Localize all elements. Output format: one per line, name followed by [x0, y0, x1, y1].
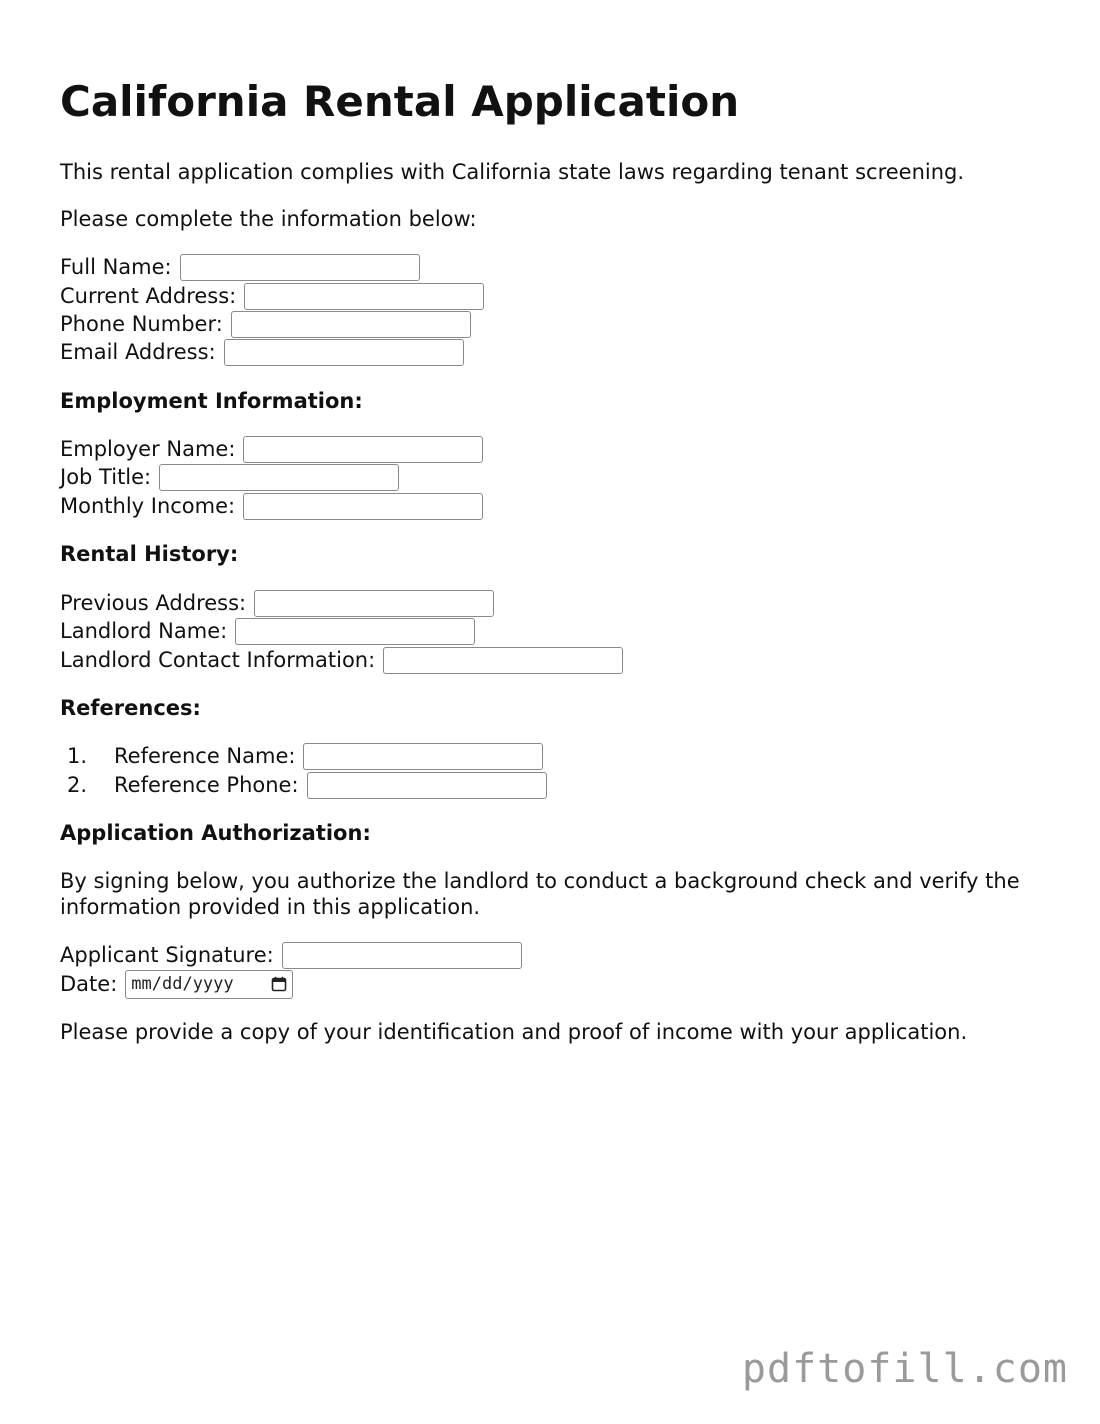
landlord-contact-row — [60, 646, 623, 674]
phone-number-row — [60, 310, 471, 338]
job-title-row — [60, 463, 399, 491]
signature-row — [60, 941, 522, 969]
email-address-label: Email Address: — [60, 340, 216, 364]
current-address-row — [60, 282, 484, 310]
reference-phone-row — [60, 771, 547, 799]
landlord-name-label: Landlord Name: — [60, 619, 228, 643]
email-address-row — [60, 338, 464, 366]
instruction-text: Please complete the information below: — [60, 207, 477, 231]
date-input[interactable] — [125, 970, 293, 999]
signature-label: Applicant Signature: — [60, 943, 274, 967]
date-placeholder: mm/dd/yyyy — [131, 974, 234, 994]
email-address-input[interactable] — [224, 339, 464, 366]
landlord-name-input[interactable] — [235, 618, 475, 645]
date-row — [60, 970, 293, 998]
monthly-income-input[interactable] — [243, 493, 483, 520]
landlord-contact-input[interactable] — [383, 647, 623, 674]
list-number: 1. — [66, 744, 87, 768]
full-name-row — [60, 253, 420, 281]
reference-phone-input[interactable] — [307, 772, 547, 799]
previous-address-input[interactable] — [254, 590, 494, 617]
signature-input[interactable] — [282, 942, 522, 969]
authorization-heading: Application Authorization: — [60, 821, 371, 845]
monthly-income-label: Monthly Income: — [60, 494, 236, 518]
job-title-label: Job Title: — [60, 465, 152, 489]
previous-address-label: Previous Address: — [60, 591, 247, 615]
date-label: Date: — [60, 972, 118, 996]
authorization-text: By signing below, you authorize the landlord to conduct a background check and verify the information provided in this application. — [60, 869, 1020, 919]
rental-history-heading: Rental History: — [60, 542, 239, 566]
watermark-text: pdftofill.com — [741, 1346, 1068, 1392]
phone-number-input[interactable] — [231, 311, 471, 338]
reference-name-input[interactable] — [303, 743, 543, 770]
employment-heading: Employment Information: — [60, 389, 363, 413]
landlord-contact-label: Landlord Contact Information: — [60, 648, 376, 672]
reference-name-row — [60, 742, 543, 770]
reference-name-label: Reference Name: — [114, 744, 296, 768]
calendar-icon[interactable] — [271, 976, 287, 992]
employer-name-label: Employer Name: — [60, 437, 236, 461]
full-name-input[interactable] — [180, 254, 420, 281]
references-heading: References: — [60, 696, 201, 720]
intro-text: This rental application complies with California state laws regarding tenant screening. — [60, 160, 965, 184]
current-address-input[interactable] — [244, 283, 484, 310]
previous-address-row — [60, 589, 494, 617]
employer-name-input[interactable] — [243, 436, 483, 463]
current-address-label: Current Address: — [60, 284, 237, 308]
phone-number-label: Phone Number: — [60, 312, 223, 336]
footer-note: Please provide a copy of your identification and proof of income with your application. — [60, 1020, 968, 1044]
job-title-input[interactable] — [159, 464, 399, 491]
monthly-income-row — [60, 492, 483, 520]
employer-name-row — [60, 435, 483, 463]
landlord-name-row — [60, 617, 475, 645]
reference-phone-label: Reference Phone: — [114, 773, 299, 797]
list-number: 2. — [66, 773, 87, 797]
full-name-label: Full Name: — [60, 255, 172, 279]
page-title: California Rental Application — [60, 77, 740, 126]
